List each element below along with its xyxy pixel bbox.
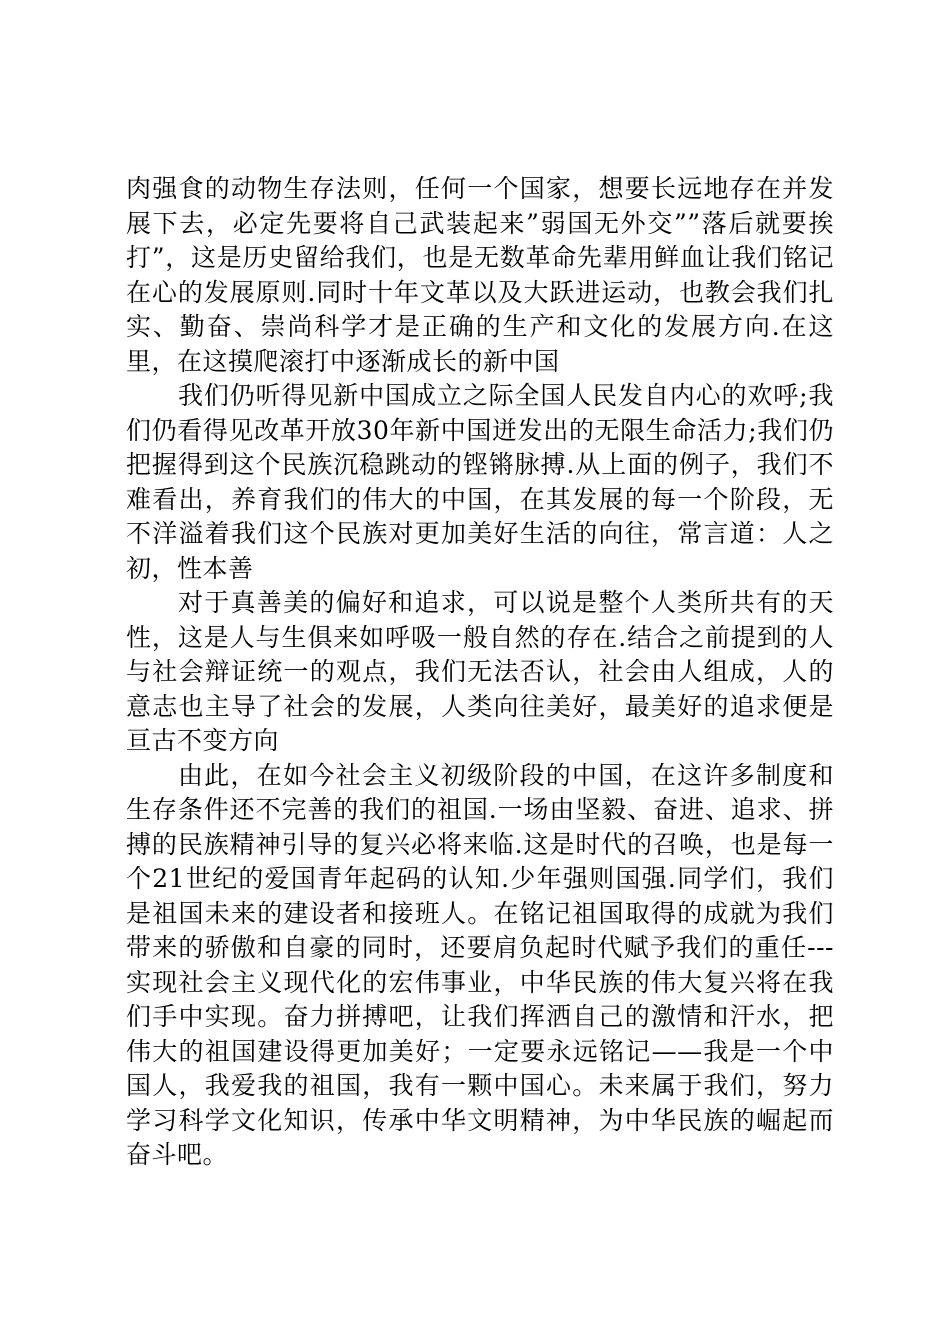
paragraph: 我们仍听得见新中国成立之际全国人民发自内心的欢呼;我们仍看得见改革开放30年新中国迸发出的无限生命活力;我们仍把握得到这个民族沉稳跳动的铿锵脉搏.从上面的例子，我们不难看出，养育我们的伟大的中国，在其发展的每一个阶段，无不洋溢着我们这个民族对更加美好生活的向往，常言道：人之初，性本善 xyxy=(126,381,834,583)
document-body xyxy=(126,172,834,1173)
paragraph: 由此，在如今社会主义初级阶段的中国，在这许多制度和生存条件还不完善的我们的祖国.一场由坚毅、奋进、追求、拼搏的民族精神引导的复兴必将来临.这是时代的召唤，也是每一个21世纪的爱国青年起码的认知.少年强则国强.同学们，我们是祖国未来的建设者和接班人。在铭记祖国取得的成就为我们带来的骄傲和自豪的同时，还要肩负起时代赋予我们的重任---实现社会主义现代化的宏伟事业，中华民族的伟大复兴将在我们手中实现。奋力拼搏吧，让我们挥洒自己的激情和汗水，把伟大的祖国建设得更加美好；一定要永远铭记——我是一个中国人，我爱我的祖国，我有一颗中国心。未来属于我们，努力学习科学文化知识，传承中华文明精神，为中华民族的崛起而奋斗吧。 xyxy=(126,760,834,1169)
paragraph: 对于真善美的偏好和追求，可以说是整个人类所共有的天性，这是人与生俱来如呼吸一般自然的存在.结合之前提到的人与社会辩证统一的观点，我们无法否认，社会由人组成，人的意志也主导了社会的发展，人类向往美好，最美好的追求便是亘古不变方向 xyxy=(126,588,834,755)
paragraph-continued: 肉强食的动物生存法则，任何一个国家，想要长远地存在并发展下去，必定先要将自己武装起来”弱国无外交””落后就要挨打”，这是历史留给我们，也是无数革命先辈用鲜血让我们铭记在心的发展原则.同时十年文革以及大跃进运动，也教会我们扎实、勤奋、崇尚科学才是正确的生产和文化的发展方向.在这里，在这摸爬滚打中逐渐成长的新中国 xyxy=(126,174,834,376)
